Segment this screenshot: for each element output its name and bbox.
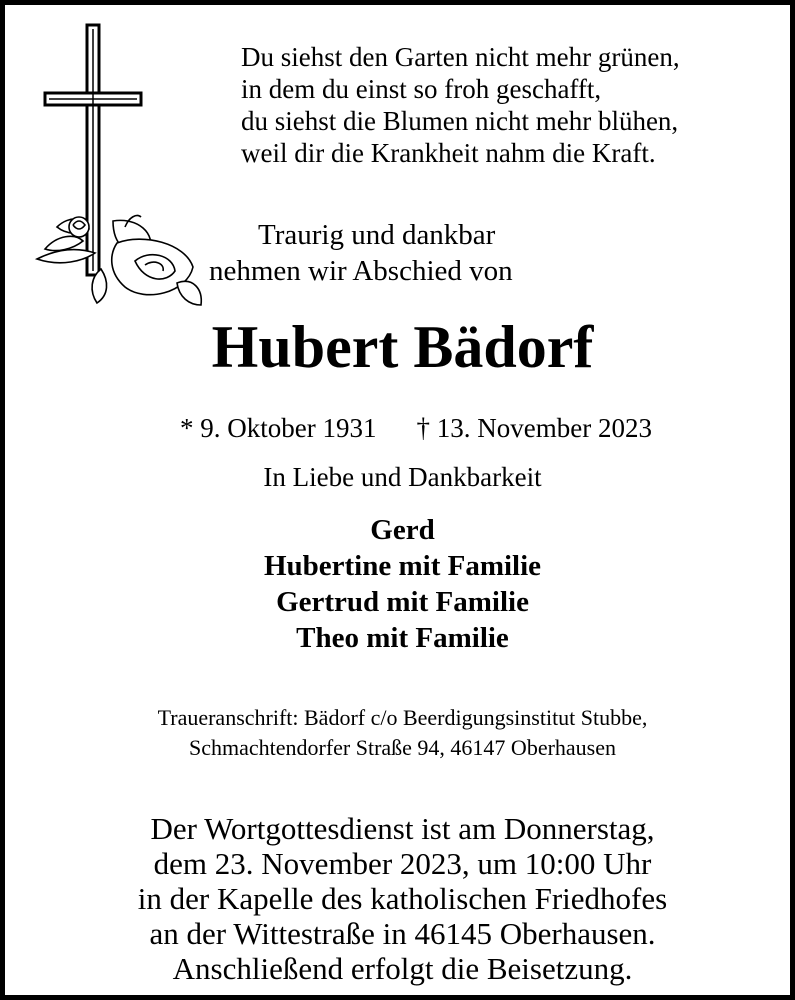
address-line: Traueranschrift: Bädorf c/o Beerdigungsinstitut Stubbe, [157,705,648,730]
address-line: Schmachtendorfer Straße 94, 46147 Oberhausen [188,735,617,760]
death-date: † 13. November 2023 [416,413,652,443]
farewell-intro [5,217,795,289]
mourner-name: Theo mit Familie [296,622,509,654]
poem-line: du siehst die Blumen nicht mehr blühen, [241,106,679,136]
poem-line: Du siehst den Garten nicht mehr grünen, [241,42,680,72]
service-details [5,811,795,986]
service-line: Anschließend erfolgt die Beisetzung. [172,951,633,986]
service-line: dem 23. November 2023, um 10:00 Uhr [153,846,652,881]
service-line: in der Kapelle des katholischen Friedhofes [137,881,668,916]
poem-line: in dem du einst so froh geschafft, [241,74,602,104]
deceased-name: Hubert Bädorf [211,314,594,380]
intro-line: Traurig und dankbar [258,219,496,251]
mourning-address [5,703,795,763]
intro-line: nehmen wir Abschied von [209,255,513,287]
mourner-name: Gerd [370,514,435,546]
mourner-name: Gertrud mit Familie [276,586,529,618]
service-line: an der Wittestraße in 46145 Oberhausen. [149,916,656,951]
service-line: Der Wortgottesdienst ist am Donnerstag, [150,811,655,846]
mourner-name: Hubertine mit Familie [263,550,542,582]
memorial-poem [241,41,680,169]
dedication-line: In Liebe und Dankbarkeit [263,462,542,492]
mourners-list [5,512,795,656]
poem-line: weil dir die Krankheit nahm die Kraft. [241,138,656,168]
birth-date: * 9. Oktober 1931 [180,413,377,443]
